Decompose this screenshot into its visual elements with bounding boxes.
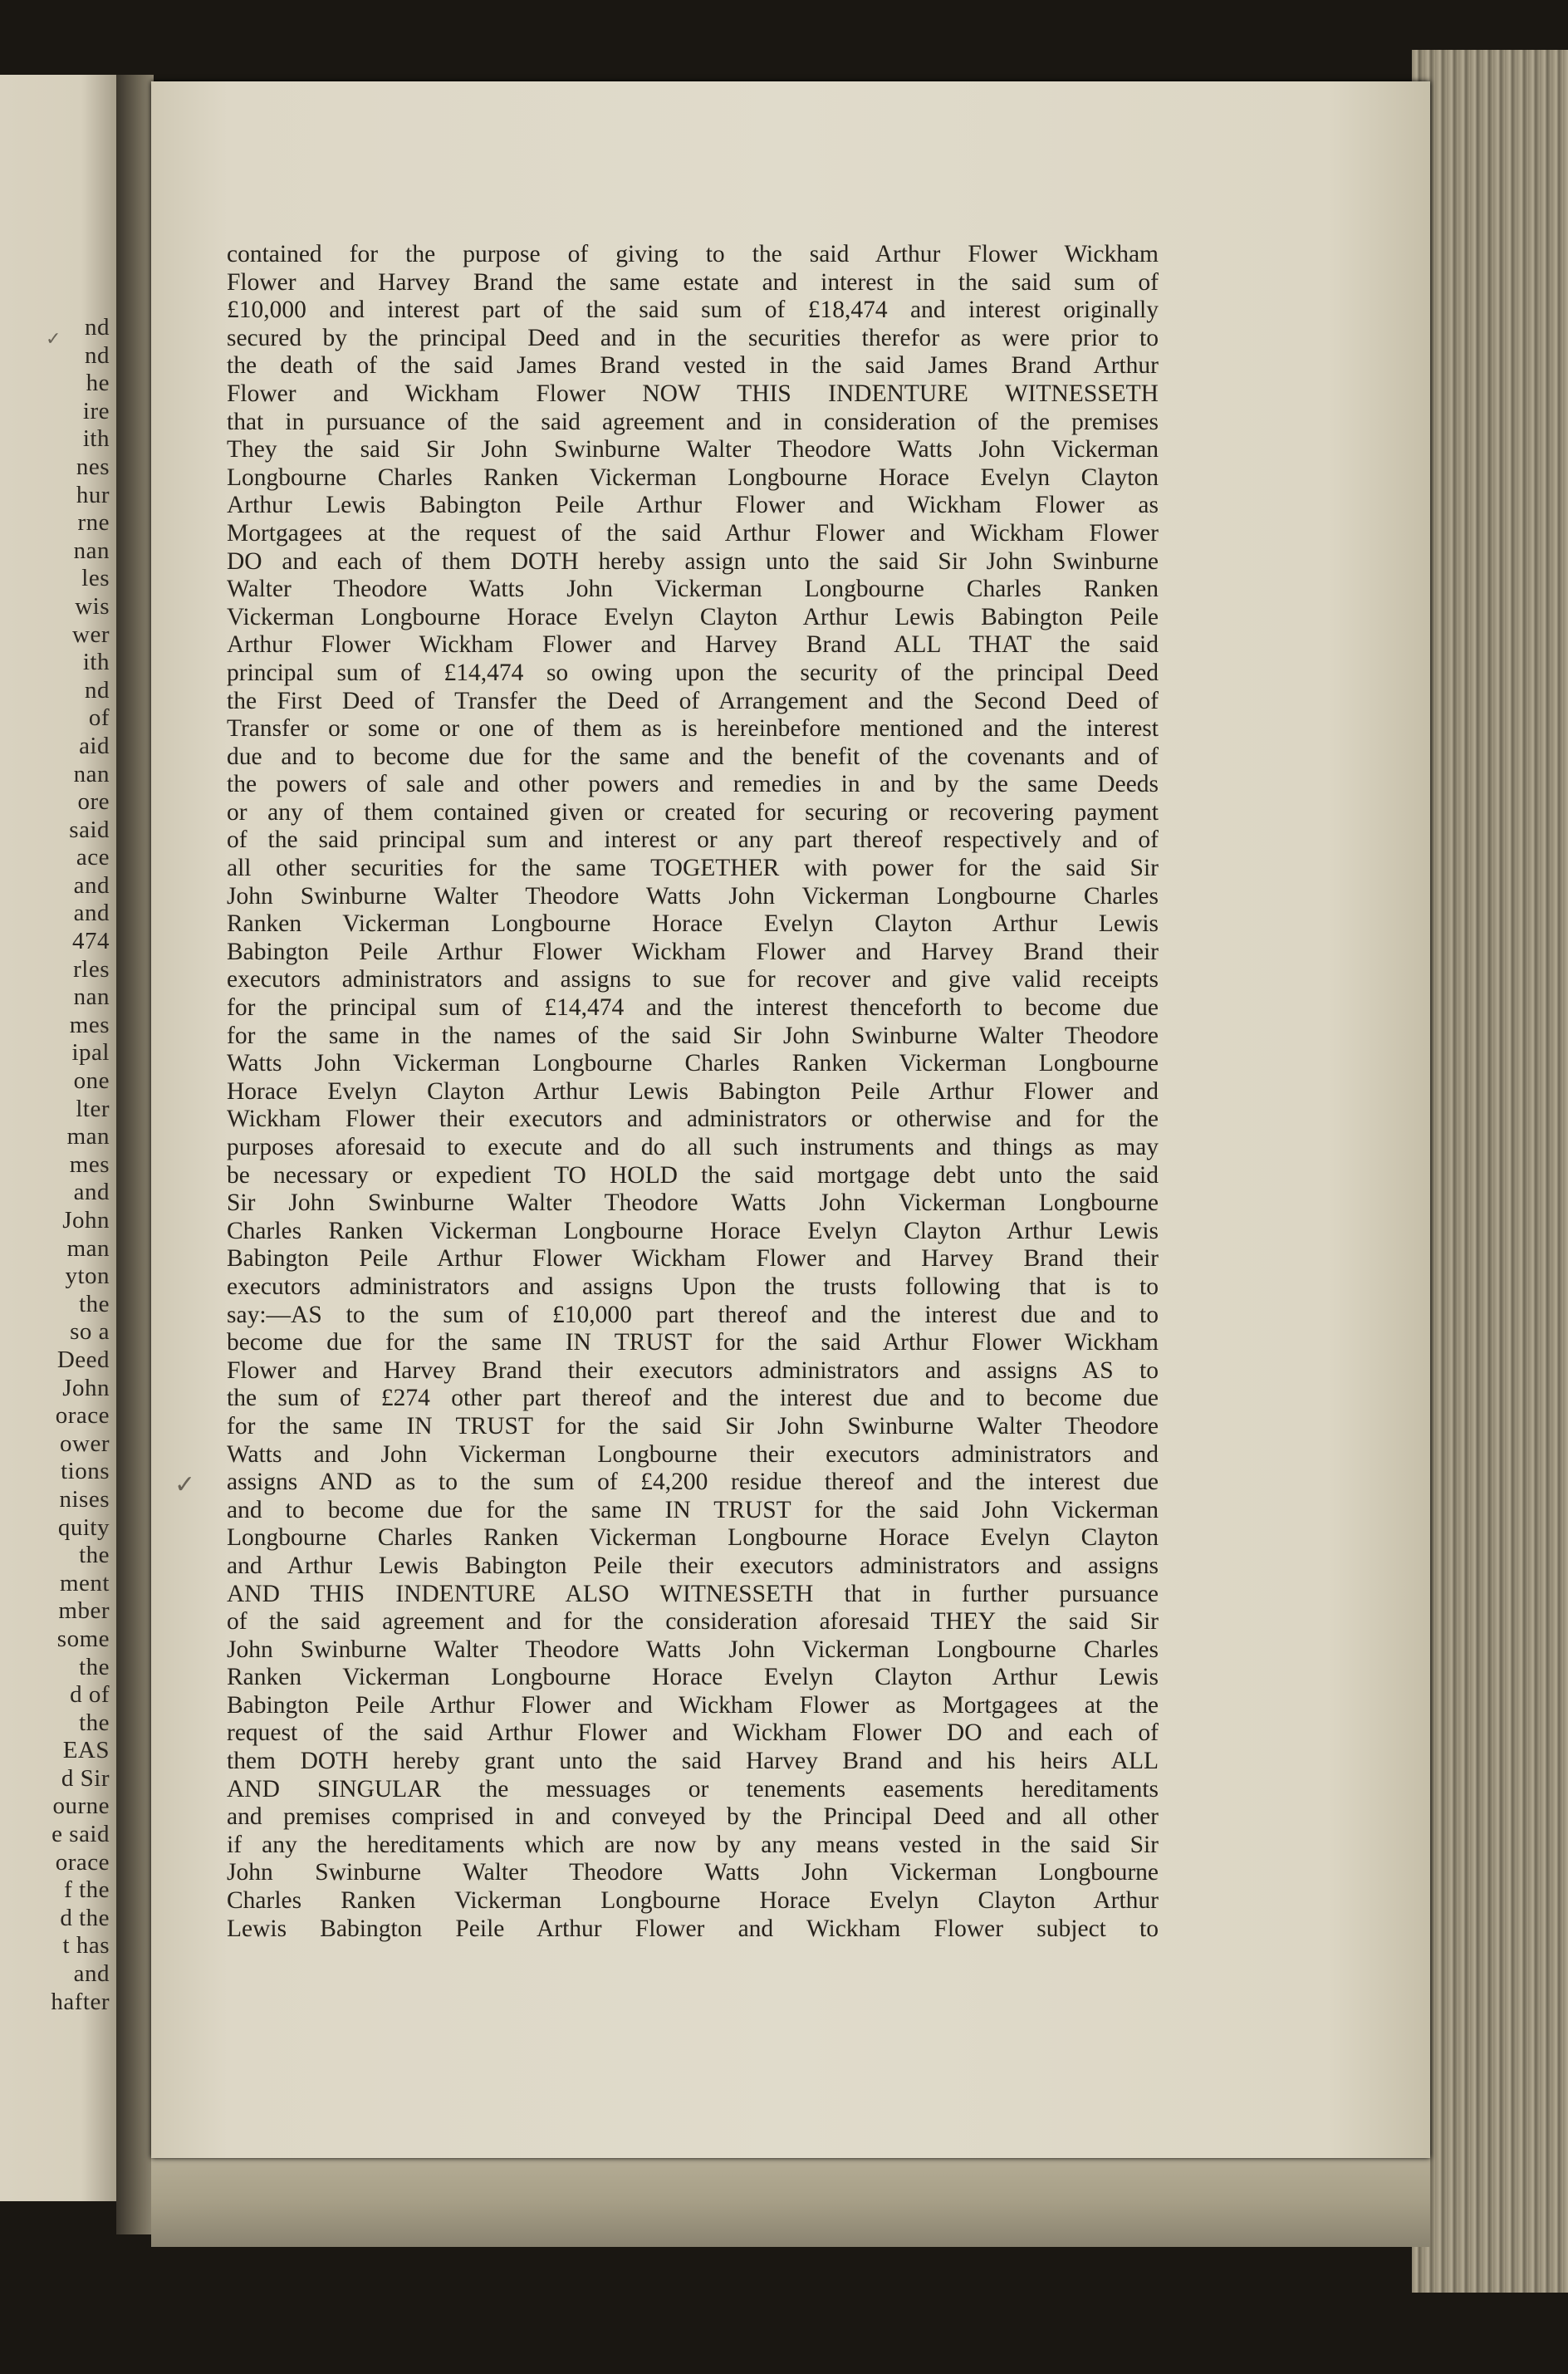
text-line: Arthur Flower Wickham Flower and Harvey Brand ALL THAT the said <box>227 631 1159 659</box>
left-page-line: lter <box>76 1095 110 1122</box>
left-page-line: hafter <box>51 1988 110 2015</box>
text-line: contained for the purpose of giving to the said Arthur Flower Wickham <box>227 241 1159 267</box>
text-line: purposes aforesaid to execute and do all such instruments and things as may <box>227 1134 1159 1160</box>
left-page-line: les <box>81 565 110 592</box>
text-line: Charles Ranken Vickerman Longbourne Horace Evelyn Clayton Arthur Lewis <box>227 1217 1159 1244</box>
text-line: Ranken Vickerman Longbourne Horace Evelyn Clayton Arthur Lewis <box>227 910 1159 938</box>
left-page-line: ith <box>82 649 110 676</box>
left-page-line: wis <box>75 592 110 620</box>
left-page-line: nd <box>85 314 110 341</box>
text-line: Flower and Harvey Brand the same estate and interest in the said sum of <box>227 268 1159 296</box>
text-line: the sum of £274 other part thereof and the interest due and to become due <box>227 1385 1159 1412</box>
left-page-line: man <box>66 1123 110 1150</box>
left-page-line: nd <box>85 676 110 704</box>
left-page-line: ith <box>82 425 110 453</box>
text-line: Watts John Vickerman Longbourne Charles Ranken Vickerman Longbourne <box>227 1050 1159 1077</box>
text-line: the death of the said James Brand vested in the said James Brand Arthur <box>227 352 1159 380</box>
left-page-line: mber <box>58 1597 110 1625</box>
left-page-line: rles <box>73 955 110 983</box>
left-page-line: EAS <box>62 1737 110 1764</box>
text-line: £10,000 and interest part of the said sum of £18,474 and interest originally <box>227 297 1159 324</box>
left-page-line: tions <box>61 1458 110 1485</box>
text-line: and to become due for the same IN TRUST for the said John Vickerman <box>227 1496 1159 1523</box>
left-page-line: nan <box>73 983 110 1011</box>
left-page-line: nises <box>59 1485 110 1513</box>
left-page-line: and <box>73 900 110 927</box>
text-line: Mortgagees at the request of the said Arthur Flower and Wickham Flower <box>227 519 1159 547</box>
left-page-line: aid <box>79 732 110 759</box>
text-line: Flower and Wickham Flower NOW THIS INDENTURE WITNESSETH <box>227 380 1159 407</box>
left-page-text <box>0 314 110 2016</box>
text-line: Babington Peile Arthur Flower Wickham Flower and Harvey Brand their <box>227 938 1159 965</box>
left-page-line: quity <box>57 1513 110 1541</box>
left-page-line: ire <box>82 397 110 424</box>
left-page-line: man <box>66 1234 110 1262</box>
text-line: the powers of sale and other powers and remedies in and by the same Deeds <box>227 771 1159 798</box>
text-line: Vickerman Longbourne Horace Evelyn Clayton Arthur Lewis Babington Peile <box>227 603 1159 630</box>
margin-check-mark-icon: ✓ <box>46 328 61 349</box>
text-line: Walter Theodore Watts John Vickerman Longbourne Charles Ranken <box>227 576 1159 603</box>
text-line: Sir John Swinburne Walter Theodore Watts John Vickerman Longbourne <box>227 1189 1159 1217</box>
text-line: Longbourne Charles Ranken Vickerman Longbourne Horace Evelyn Clayton <box>227 464 1159 491</box>
left-page-line: and <box>73 871 110 899</box>
text-line: and Arthur Lewis Babington Peile their executors administrators and assigns <box>227 1552 1159 1579</box>
text-line: for the same IN TRUST for the said Sir John Swinburne Walter Theodore <box>227 1412 1159 1440</box>
left-page-line: nan <box>73 537 110 564</box>
book-gutter <box>116 75 154 2234</box>
text-line: Babington Peile Arthur Flower Wickham Flower and Harvey Brand their <box>227 1245 1159 1273</box>
left-page-line: ment <box>60 1569 110 1597</box>
text-line: Transfer or some or one of them as is hereinbefore mentioned and the interest <box>227 715 1159 743</box>
text-line: Babington Peile Arthur Flower and Wickham Flower as Mortgagees at the <box>227 1691 1159 1719</box>
text-line: executors administrators and assigns to sue for recover and give valid receipts <box>227 966 1159 993</box>
left-page-line: nes <box>76 453 110 480</box>
text-line: John Swinburne Walter Theodore Watts John Vickerman Longbourne Charles <box>227 1636 1159 1663</box>
text-line: Arthur Lewis Babington Peile Arthur Flower and Wickham Flower as <box>227 492 1159 519</box>
left-page-line: ore <box>77 788 110 816</box>
left-page-line: Deed <box>56 1346 110 1373</box>
left-page-line: some <box>56 1625 110 1652</box>
left-page-line: and <box>73 1960 110 1988</box>
left-page-line: 474 <box>72 928 110 955</box>
text-line: Watts and John Vickerman Longbourne their executors administrators and <box>227 1440 1159 1468</box>
text-line: that in pursuance of the said agreement and in consideration of the premises <box>227 408 1159 435</box>
text-line: or any of them contained given or created for securing or recovering payment <box>227 798 1159 826</box>
left-page-line: the <box>79 1653 110 1680</box>
text-line: Wickham Flower their executors and administrators or otherwise and for the <box>227 1106 1159 1133</box>
text-line: John Swinburne Walter Theodore Watts John Vickerman Longbourne Charles <box>227 882 1159 910</box>
text-line: executors administrators and assigns Upon the trusts following that is to <box>227 1273 1159 1300</box>
left-page-line: one <box>73 1067 110 1095</box>
left-page-line: f the <box>64 1876 110 1904</box>
left-page-line: said <box>69 816 110 843</box>
left-page-line: orace <box>55 1402 110 1430</box>
left-page-line: mes <box>69 1150 110 1178</box>
text-line: say:—AS to the sum of £10,000 part thereof and the interest due and to <box>227 1301 1159 1328</box>
text-line: Horace Evelyn Clayton Arthur Lewis Babington Peile Arthur Flower and <box>227 1077 1159 1105</box>
right-page-edges <box>1412 50 1568 2293</box>
left-page-line: so a <box>70 1318 110 1346</box>
text-line: assigns AND as to the sum of £4,200 residue thereof and the interest due <box>227 1469 1159 1496</box>
text-line: John Swinburne Walter Theodore Watts John Vickerman Longbourne <box>227 1859 1159 1886</box>
text-line: of the said agreement and for the consideration aforesaid THEY the said Sir <box>227 1608 1159 1636</box>
left-page-line: t has <box>62 1932 110 1960</box>
text-line: AND SINGULAR the messuages or tenements easements hereditaments <box>227 1775 1159 1803</box>
left-page-line: ower <box>60 1430 110 1457</box>
left-page-line: nd <box>85 341 110 369</box>
left-page-line: the <box>79 1709 110 1736</box>
text-line: be necessary or expedient TO HOLD the said mortgage debt unto the said <box>227 1161 1159 1189</box>
text-line: Charles Ranken Vickerman Longbourne Horace Evelyn Clayton Arthur <box>227 1887 1159 1915</box>
left-page-line: wer <box>72 620 110 648</box>
left-page <box>0 75 116 2201</box>
text-line: for the principal sum of £14,474 and the interest thenceforth to become due <box>227 994 1159 1022</box>
left-page-line: orace <box>55 1848 110 1876</box>
text-line: if any the hereditaments which are now by any means vested in the said Sir <box>227 1831 1159 1858</box>
text-line: and premises comprised in and conveyed by the Principal Deed and all other <box>227 1803 1159 1831</box>
left-page-line: e said <box>51 1821 110 1848</box>
left-page-line: and <box>73 1179 110 1206</box>
text-line: AND THIS INDENTURE ALSO WITNESSETH that in further pursuance <box>227 1580 1159 1607</box>
left-page-line: ipal <box>71 1039 110 1067</box>
left-page-line: ourne <box>52 1793 110 1820</box>
text-line: Longbourne Charles Ranken Vickerman Longbourne Horace Evelyn Clayton <box>227 1524 1159 1552</box>
left-page-line: he <box>86 370 110 397</box>
text-line: request of the said Arthur Flower and Wickham Flower DO and each of <box>227 1719 1159 1747</box>
text-line: them DOTH hereby grant unto the said Harvey Brand and his heirs ALL <box>227 1748 1159 1775</box>
text-line: the First Deed of Transfer the Deed of Arrangement and the Second Deed of <box>227 687 1159 714</box>
text-line: principal sum of £14,474 so owing upon the security of the principal Deed <box>227 659 1159 686</box>
left-page-line: yton <box>65 1263 110 1290</box>
text-line: Ranken Vickerman Longbourne Horace Evelyn Clayton Arthur Lewis <box>227 1664 1159 1691</box>
text-line: They the said Sir John Swinburne Walter Theodore Watts John Vickerman <box>227 436 1159 464</box>
text-line: Flower and Harvey Brand their executors administrators and assigns AS to <box>227 1356 1159 1384</box>
text-line: due and to become due for the same and the benefit of the covenants and of <box>227 743 1159 770</box>
left-page-line: rne <box>77 509 110 537</box>
left-page-line: John <box>62 1207 110 1234</box>
left-page-line: the <box>79 1542 110 1569</box>
text-line: secured by the principal Deed and in the securities therefor as were prior to <box>227 324 1159 351</box>
text-line: become due for the same IN TRUST for the said Arthur Flower Wickham <box>227 1329 1159 1356</box>
left-page-line: hur <box>76 481 110 508</box>
left-page-line: of <box>88 704 110 732</box>
text-line: Lewis Babington Peile Arthur Flower and Wickham Flower subject to <box>227 1915 1159 1942</box>
left-page-line: d of <box>70 1681 110 1709</box>
text-line: DO and each of them DOTH hereby assign unto the said Sir John Swinburne <box>227 547 1159 575</box>
left-page-line: John <box>62 1374 110 1401</box>
left-page-line: nan <box>73 760 110 787</box>
left-page-line: d Sir <box>61 1764 110 1792</box>
left-page-line: the <box>79 1290 110 1317</box>
margin-check-mark-icon: ✓ <box>174 1471 196 1498</box>
left-page-line: ace <box>76 844 110 871</box>
text-line: of the said principal sum and interest or any part thereof respectively and of <box>227 826 1159 854</box>
text-line: for the same in the names of the said Sir John Swinburne Walter Theodore <box>227 1022 1159 1049</box>
left-page-line: mes <box>69 1011 110 1038</box>
left-page-line: d the <box>60 1904 110 1931</box>
document-text <box>227 241 1159 1943</box>
text-line: all other securities for the same TOGETHER with power for the said Sir <box>227 855 1159 882</box>
